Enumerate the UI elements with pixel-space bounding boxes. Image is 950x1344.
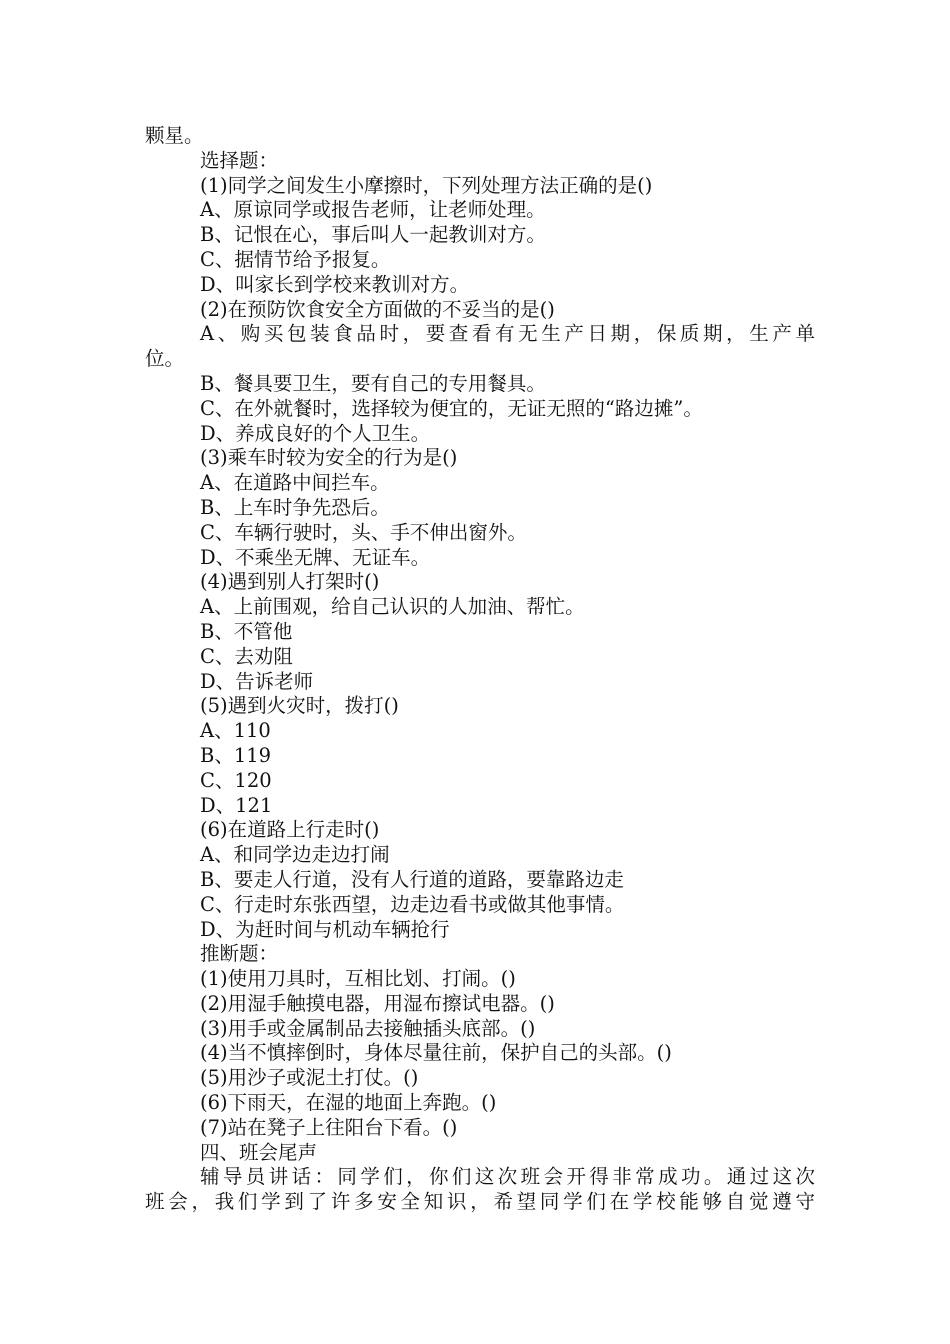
text-line: (5)遇到火灾时，拨打() xyxy=(200,694,399,718)
text-line: (2)在预防饮食安全方面做的不妥当的是() xyxy=(200,297,555,321)
text-line: (2)用湿手触摸电器，用湿布擦试电器。() xyxy=(200,991,555,1015)
text-line: C、据情节给予报复。 xyxy=(200,247,391,271)
text-line: A、购买包装食品时，要查看有无生产日期，保质期，生产单 xyxy=(200,322,815,346)
text-line: B、不管他 xyxy=(200,619,293,643)
text-line: (4)当不慎摔倒时，身体尽量往前，保护自己的头部。() xyxy=(200,1041,672,1065)
text-line: D、121 xyxy=(200,793,273,817)
text-line: 颗星。 xyxy=(145,124,204,147)
text-line: 位。 xyxy=(145,347,185,371)
text-line: A、在道路中间拦车。 xyxy=(200,471,390,495)
text-line: A、上前围观，给自己认识的人加油、帮忙。 xyxy=(200,595,585,619)
text-line: A、和同学边走边打闹 xyxy=(200,843,390,867)
text-line: D、叫家长到学校来教训对方。 xyxy=(200,272,470,296)
text-line: C、120 xyxy=(200,768,272,792)
text-line: B、餐具要卫生，要有自己的专用餐具。 xyxy=(200,371,546,395)
text-line: 辅导员讲话：同学们，你们这次班会开得非常成功。通过这次 xyxy=(200,1165,815,1189)
text-line: 四、班会尾声 xyxy=(200,1140,318,1164)
text-line: C、行走时东张西望，边走边看书或做其他事情。 xyxy=(200,892,625,916)
text-line: D、养成良好的个人卫生。 xyxy=(200,421,431,445)
text-line: C、在外就餐时，选择较为便宜的，无证无照的“路边摊”。 xyxy=(200,396,703,420)
text-line: 选择题： xyxy=(200,148,279,172)
document-body xyxy=(145,124,815,1215)
text-line: B、119 xyxy=(200,743,272,767)
text-line: (5)用沙子或泥土打仗。() xyxy=(200,1066,419,1090)
text-line: (3)乘车时较为安全的行为是() xyxy=(200,446,458,470)
text-line: D、不乘坐无牌、无证车。 xyxy=(200,545,431,569)
text-line: 推断题： xyxy=(200,942,279,966)
text-line: D、为赶时间与机动车辆抢行 xyxy=(200,917,450,941)
text-line: A、原谅同学或报告老师，让老师处理。 xyxy=(200,198,546,222)
text-line: (1)使用刀具时，互相比划、打闹。() xyxy=(200,967,516,991)
text-line: B、要走人行道，没有人行道的道路，要靠路边走 xyxy=(200,867,624,891)
text-line: (4)遇到别人打架时() xyxy=(200,570,380,594)
text-line: D、告诉老师 xyxy=(200,669,314,693)
text-line: (6)下雨天，在湿的地面上奔跑。() xyxy=(200,1091,497,1115)
text-line: B、上车时争先恐后。 xyxy=(200,495,390,519)
text-line: C、车辆行驶时，头、手不伸出窗外。 xyxy=(200,520,527,544)
text-line: (3)用手或金属制品去接触插头底部。() xyxy=(200,1016,536,1040)
text-line: B、记恨在心，事后叫人一起教训对方。 xyxy=(200,223,546,247)
text-line: (7)站在凳子上往阳台下看。() xyxy=(200,1115,458,1139)
text-line: 班会，我们学到了许多安全知识，希望同学们在学校能够自觉遵守 xyxy=(145,1190,815,1214)
text-line: (6)在道路上行走时() xyxy=(200,818,380,842)
text-line: (1)同学之间发生小摩擦时，下列处理方法正确的是() xyxy=(200,173,653,197)
text-line: C、去劝阻 xyxy=(200,644,293,668)
text-line: A、110 xyxy=(200,719,271,743)
